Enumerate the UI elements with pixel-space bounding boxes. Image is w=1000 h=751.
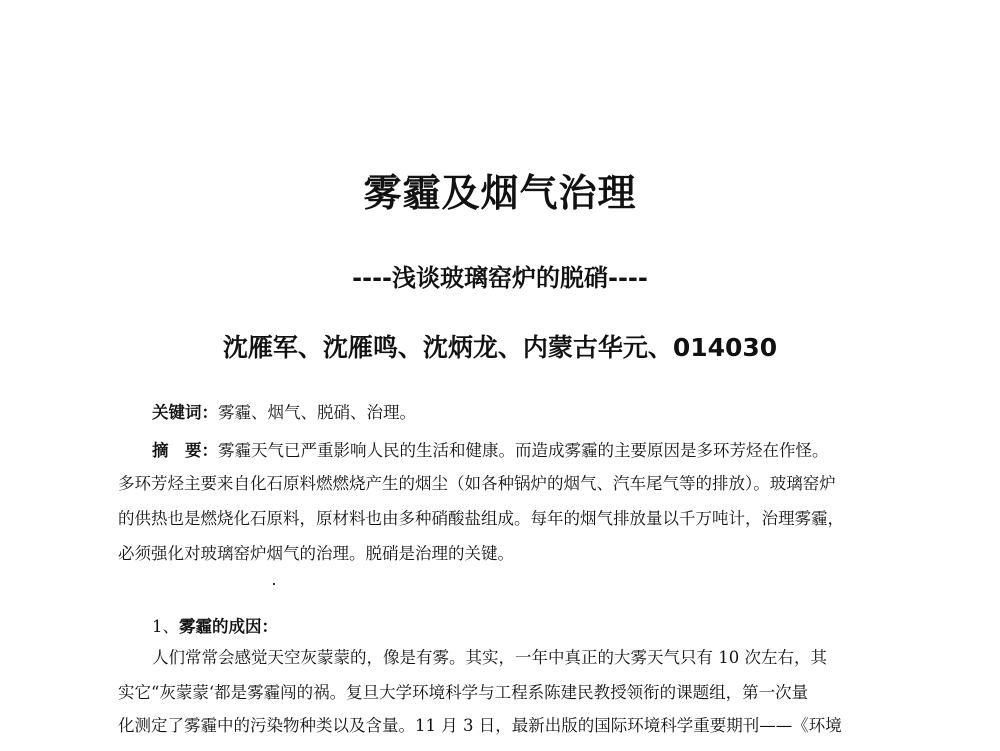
section-heading	[152, 616, 892, 638]
abstract-label: 摘 要：	[152, 441, 218, 460]
body-line-3: 化测定了雾霾中的污染物种类以及含量。11 月 3 日，最新出版的国际环境科学重要期刊——《环境	[118, 716, 842, 735]
document-title: 雾霾及烟气治理	[363, 170, 637, 215]
section-heading-text: 雾霾的成因：	[179, 617, 278, 636]
author-line: 沈雁军、沈雁鸣、沈炳龙、内蒙古华元、014030	[222, 333, 778, 362]
stray-mark	[273, 583, 275, 585]
abstract-line-2: 多环芳烃主要来自化石原料燃燃烧产生的烟尘（如各种锅炉的烟气、汽车尾气等的排放）。玻璃窑炉	[118, 474, 836, 493]
keywords-line	[152, 402, 892, 424]
abstract-text-1: 雾霾天气已严重影响人民的生活和健康。而造成雾霾的主要原因是多环芳烃在作怪。	[218, 441, 829, 460]
abstract-line-1	[152, 440, 892, 462]
keywords-label: 关键词：	[152, 403, 218, 422]
abstract-line-4: 必须强化对玻璃窑炉烟气的治理。脱硝是治理的关键。	[118, 544, 514, 563]
keywords-text: 雾霾、烟气、脱硝、治理。	[218, 403, 416, 422]
abstract-line-3: 的供热也是燃烧化石原料，原材料也由多种硝酸盐组成。每年的烟气排放量以千万吨计，治理雾霾，	[118, 509, 844, 528]
body-line-2: 实它“灰蒙蒙‘都是雾霾闯的祸。复旦大学环境科学与工程系陈建民教授领衔的课题组，第一次量	[118, 683, 809, 702]
document-subtitle: ----浅谈玻璃窑炉的脱硝----	[352, 264, 648, 292]
body-line-1: 人们常常会感觉天空灰蒙蒙的，像是有雾。其实，一年中真正的大雾天气只有 10 次左右，其	[152, 648, 827, 667]
section-number: 1、	[152, 617, 179, 636]
